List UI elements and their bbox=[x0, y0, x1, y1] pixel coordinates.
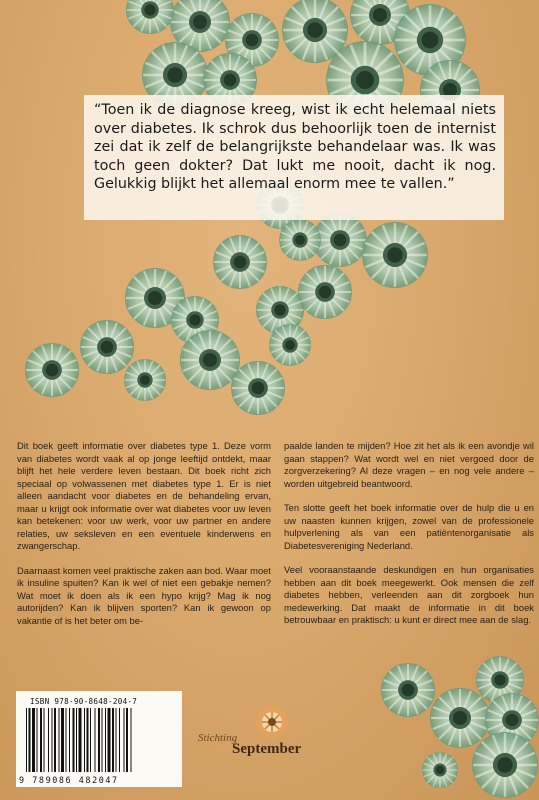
blurb-paragraph: paalde landen te mijden? Hoe zit het als ik een avondje wil gaan stappen? Wat wordt wel en niet vergoed door de zorgverzekering? Al deze vragen – en nog vele andere – worden uitgebreid beantwoord. bbox=[284, 440, 534, 489]
publisher-name-line1: Stichting bbox=[198, 732, 238, 744]
isbn-label: ISBN 978-90-8648-204-7 bbox=[30, 697, 138, 706]
blurb-paragraph: Dit boek geeft informatie over diabetes type 1. Deze vorm van diabetes wordt vaak al op jonge leeftijd ontdekt, maar blijft het hele verdere leven bestaan. Dit boek richt zich speciaal op volwassenen met diabetes type 1. Er is niet alleen aandacht voor diabetes en de behandeling ervan, maar u krijgt ook informatie over wat diabetes voor uw leven kan betekenen: voor uw werk, voor uw partner en andere relaties, uw seksleven en een eventuele kinderwens en zwangerschap. bbox=[17, 440, 271, 551]
blurb-paragraph: Daarnaast komen veel praktische zaken aan bod. Waar moet ik insuline spuiten? Kan ik wel of niet een gebakje nemen? Wat moet ik doen als ik een hypo krijg? Mag ik nog autorijden? Kan ik blijven sporten? Kan ik gewoon op vakantie of is het beter om be- bbox=[17, 564, 271, 626]
blurb-column-right bbox=[284, 440, 534, 639]
pull-quote: “Toen ik de diagnose kreeg, wist ik echt helemaal niets over diabetes. Ik schrok dus behoorlijk toen de internist zei dat ik zelf de belangrijkste behandelaar was. Ik was toch geen dokter? Dat lukt me nooit, dacht ik nog. Gelukkig blijkt het allemaal enorm mee te vallen.” bbox=[94, 102, 496, 193]
publisher-logo-icon bbox=[254, 704, 290, 740]
blurb-paragraph: Ten slotte geeft het boek informatie over de hulp die u en uw naasten kunnen krijgen, zowel van de professionele hulpverlening als van een patiëntenorganisatie als Diabetesvereniging Nederland. bbox=[284, 502, 534, 551]
blurb-paragraph: Veel vooraanstaande deskundigen en hun organisaties hebben aan dit boek meegewerkt. Ook mensen die zelf diabetes hebben, verleenden aan dit zorgboek hun medewerking. Dat maakt de informatie in dit boek betrouwbaar en praktisch: u kunt er direct mee aan de slag. bbox=[284, 564, 534, 625]
blurb-column-left bbox=[17, 440, 271, 639]
barcode-digits: 9 789086 482047 bbox=[19, 775, 119, 785]
barcode-icon bbox=[24, 708, 174, 772]
publisher-name-line2: September bbox=[232, 741, 302, 757]
